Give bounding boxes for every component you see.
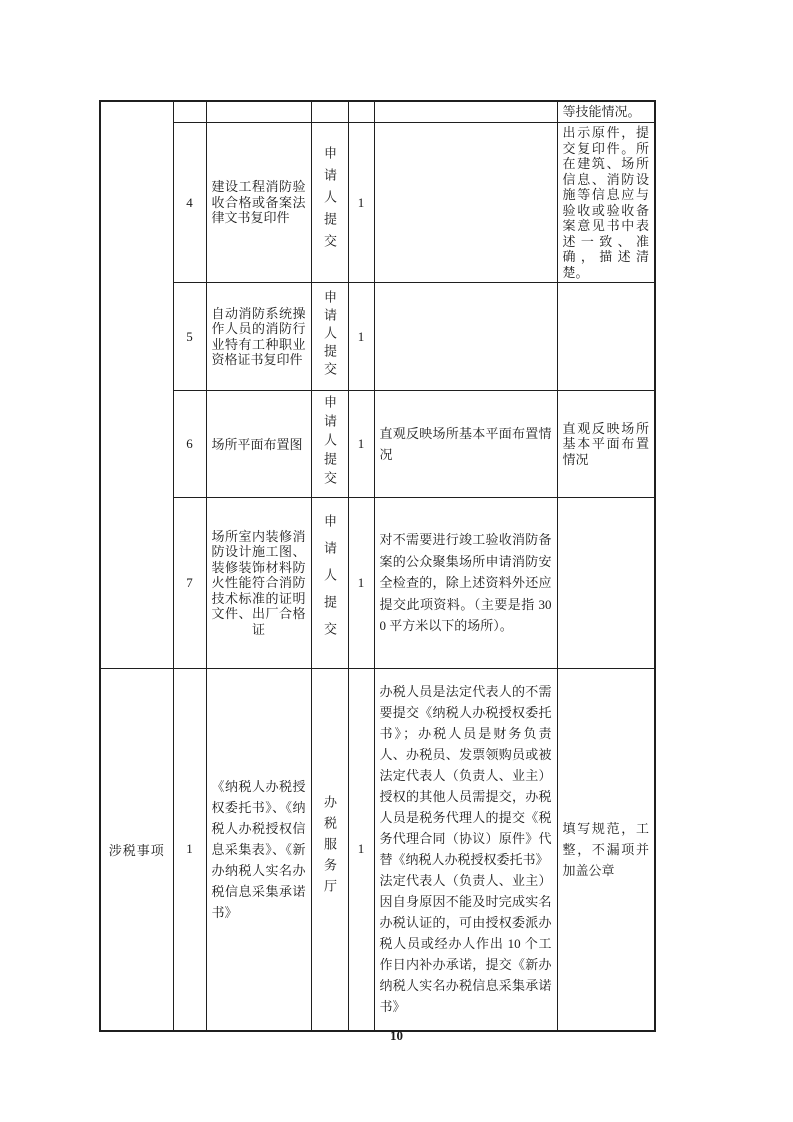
cell-seq: 7: [173, 498, 206, 669]
cell-submitter: [311, 283, 348, 391]
cell-count: 1: [348, 669, 374, 1031]
cell-submitter: [311, 391, 348, 498]
submitter-vertical-text: 申请人提交: [322, 513, 337, 649]
cell-count: 1: [348, 283, 374, 391]
cell-submitter: [311, 101, 348, 123]
table-row: [100, 101, 655, 123]
cell-seq: 1: [173, 669, 206, 1031]
cell-purpose: [374, 283, 557, 391]
cell-submitter: [311, 498, 348, 669]
cell-category-tax: 涉税事项: [100, 669, 173, 1031]
cell-material: 自动消防系统操作人员的消防行业特有工种职业资格证书复印件: [206, 283, 311, 391]
cell-count: 1: [348, 123, 374, 283]
cell-requirement: 等技能情况。: [557, 101, 655, 123]
table-row: [100, 123, 655, 283]
cell-count: 1: [348, 498, 374, 669]
cell-purpose: 对不需要进行竣工验收消防备案的公众聚集场所申请消防安全检查的，除上述资料外还应提交此项资料。（主要是指 300 平方米以下的场所）。: [374, 498, 557, 669]
submitter-vertical-text: 申请人提交: [322, 289, 337, 380]
cell-submitter: [311, 669, 348, 1031]
purpose-paragraph: 法定代表人（负责人、业主）因自身原因不能及时完成实名办税认证的，可由授权委派办税人员或经办人作出 10 个工作日内补办承诺，提交《新办纳税人实名办税信息采集承诺书》: [379, 873, 552, 1015]
submitter-vertical-text: 办税服务厅: [322, 794, 337, 900]
cell-category-fire: [100, 101, 173, 669]
cell-purpose: [374, 101, 557, 123]
submitter-vertical-text: 申请人提交: [322, 145, 337, 256]
cell-requirement: 出示原件，提交复印件。所在建筑、场所信息、消防设施等信息应与验收或验收备案意见书中表述一致、准确，描述清楚。: [557, 123, 655, 283]
cell-requirement: [557, 283, 655, 391]
submitter-vertical-text: 申请人提交: [322, 394, 337, 490]
cell-material: 场所室内装修消防设计施工图、装修装饰材料防火性能符合消防技术标准的证明文件、出厂合格证: [206, 498, 311, 669]
cell-requirement: 填写规范，工整，不漏项并加盖公章: [557, 669, 655, 1031]
cell-seq: 5: [173, 283, 206, 391]
cell-seq: 6: [173, 391, 206, 498]
cell-requirement: 直观反映场所基本平面布置情况: [557, 391, 655, 498]
purpose-paragraph: 办税人员是法定代表人的不需要提交《纳税人办税授权委托书》；办税人员是财务负责人、办税员、发票领购员或被法定代表人（负责人、业主）授权的其他人员需提交，办税人员是税务代理人的提交《税务代理合同（协议）原件》代替《纳税人办税授权委托书》: [379, 684, 552, 868]
cell-material: 场所平面布置图: [206, 391, 311, 498]
materials-table: [99, 100, 656, 1032]
cell-submitter: [311, 123, 348, 283]
cell-seq: [173, 101, 206, 123]
cell-purpose: [374, 669, 557, 1031]
cell-count: 1: [348, 391, 374, 498]
table-row: [100, 498, 655, 669]
cell-material: 建设工程消防验收合格或备案法律文书复印件: [206, 123, 311, 283]
cell-purpose: 直观反映场所基本平面布置情况: [374, 391, 557, 498]
cell-purpose: [374, 123, 557, 283]
cell-count: [348, 101, 374, 123]
cell-material: [206, 101, 311, 123]
table-row: [100, 669, 655, 1031]
page-number: 10: [390, 1028, 403, 1043]
table-row: [100, 391, 655, 498]
cell-requirement: [557, 498, 655, 669]
cell-material: 《纳税人办税授权委托书》、《纳税人办税授权信息采集表》、《新办纳税人实名办税信息采集承诺书》: [206, 669, 311, 1031]
table-row: [100, 283, 655, 391]
cell-seq: 4: [173, 123, 206, 283]
